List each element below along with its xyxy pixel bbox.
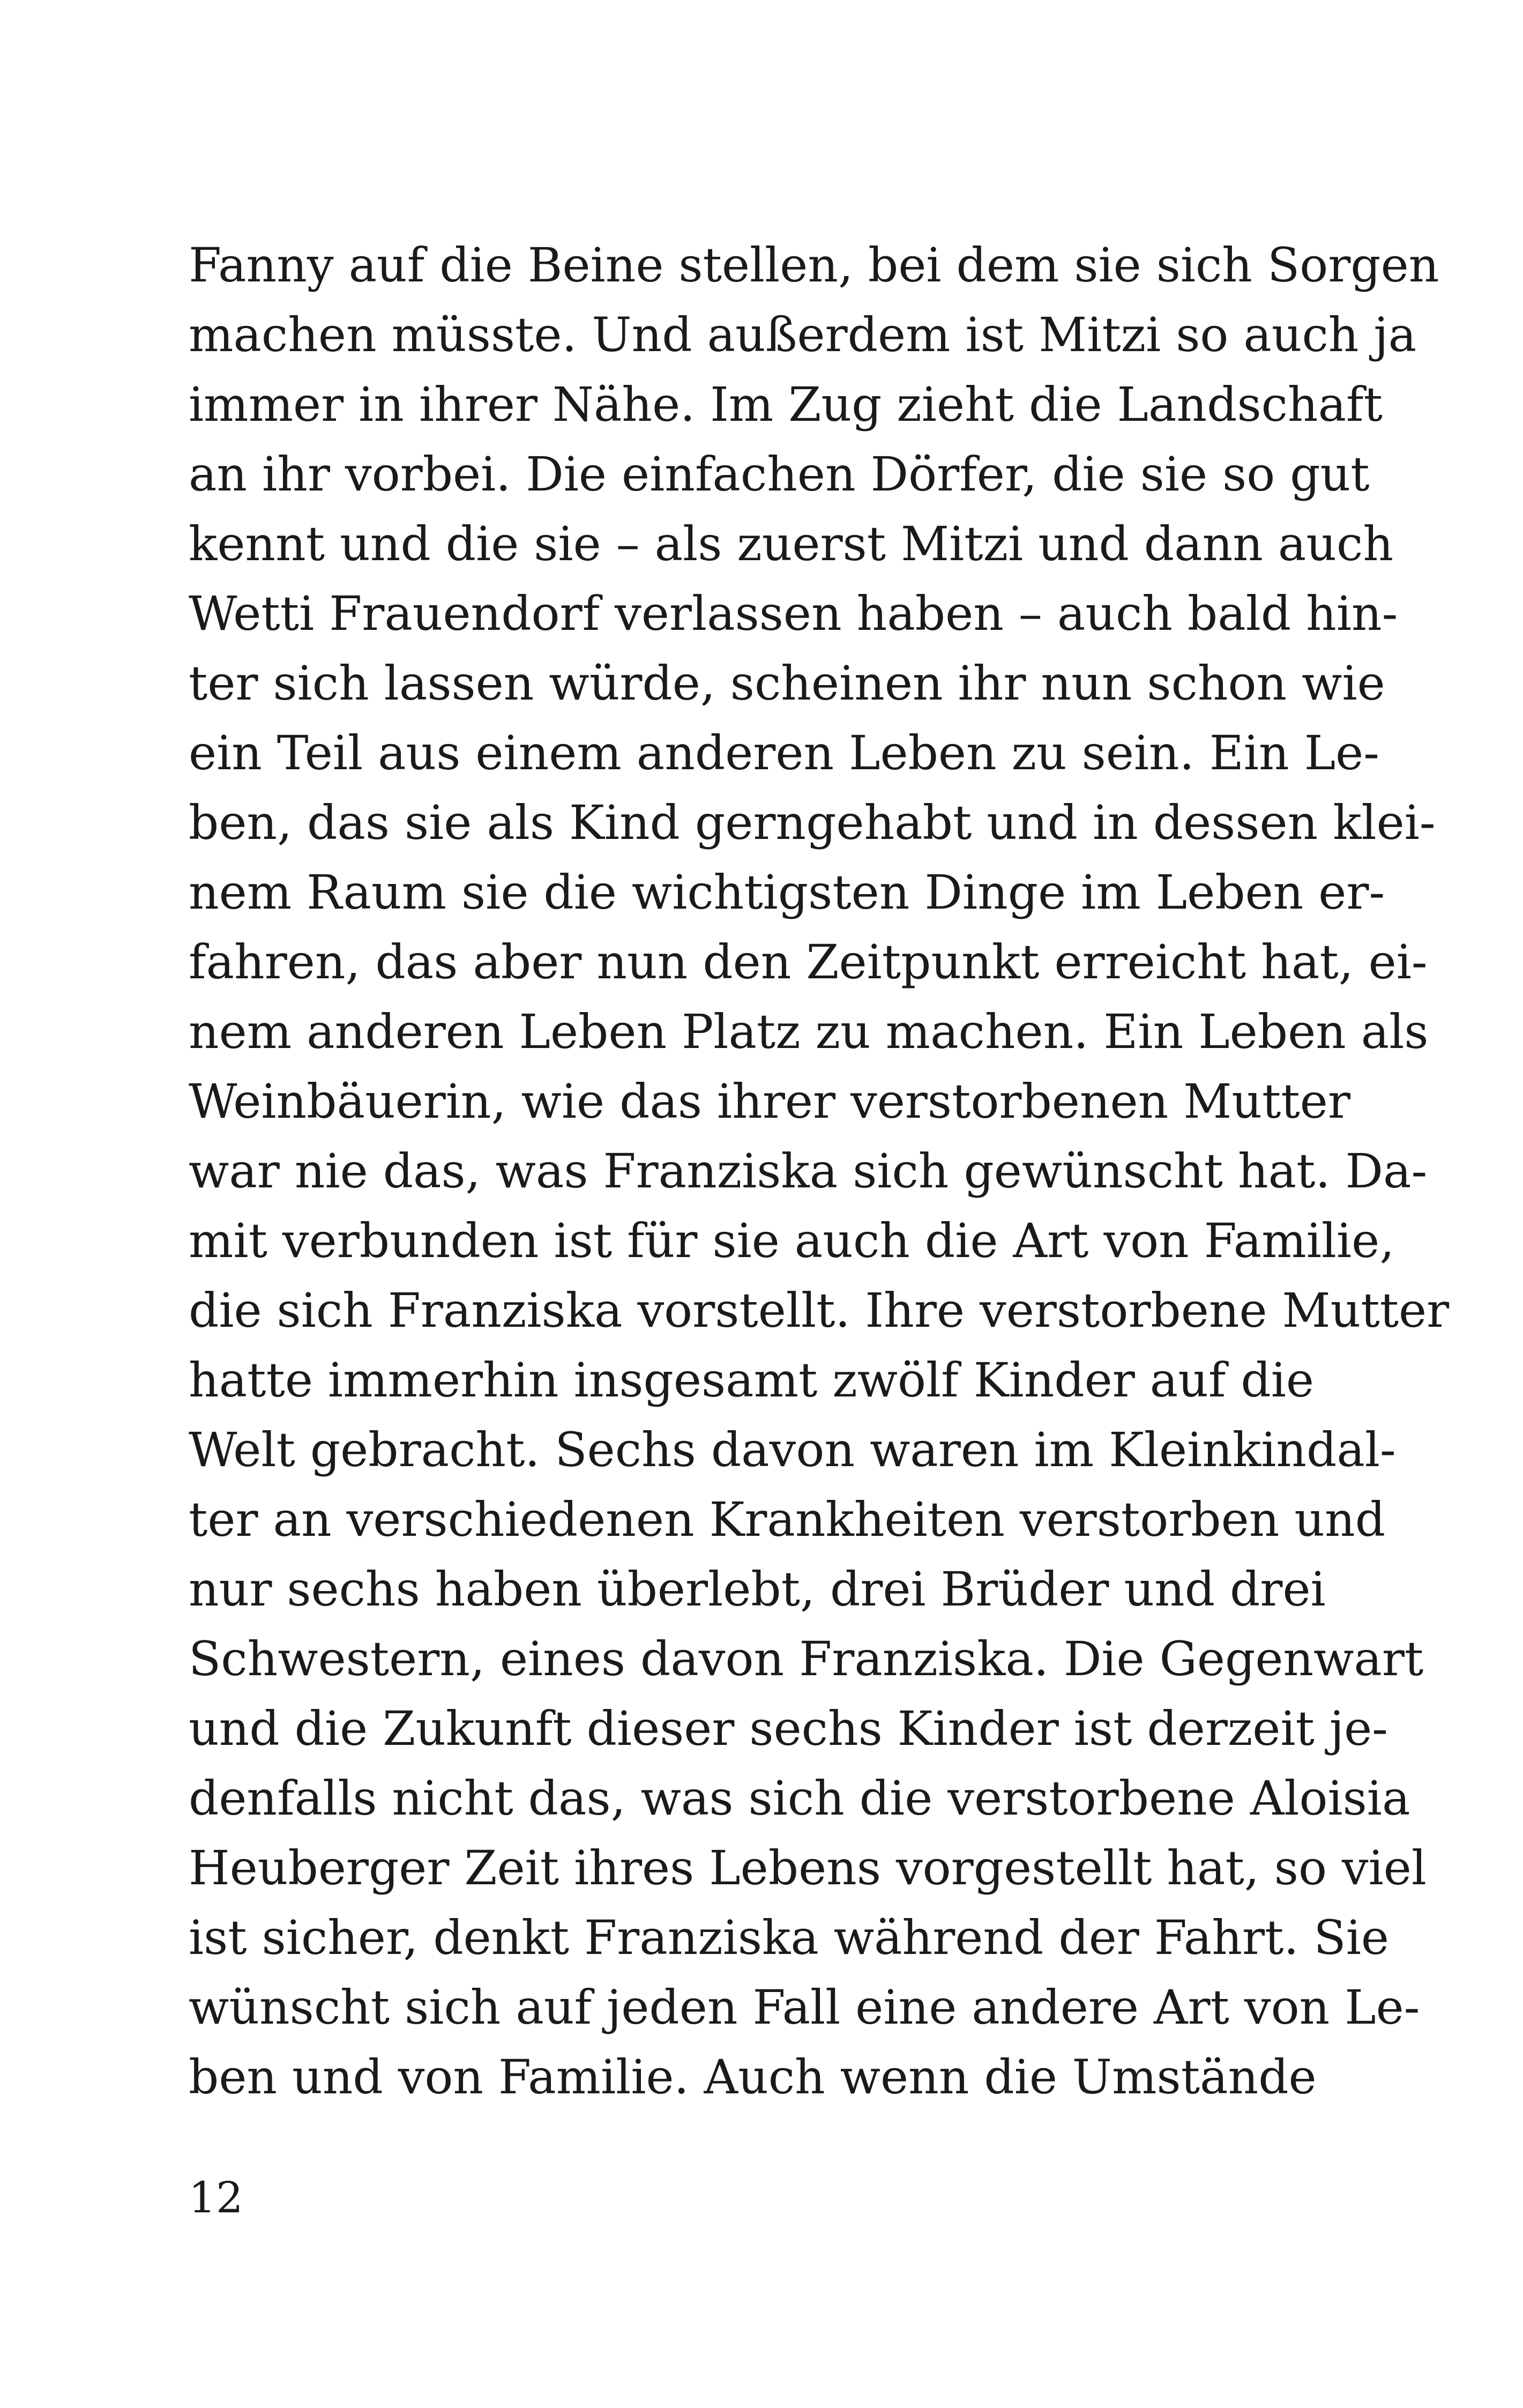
text-line: Wetti Frauendorf verlassen haben – auch bald hin- bbox=[189, 586, 1398, 641]
text-line: ben, das sie als Kind gerngehabt und in dessen klei- bbox=[189, 795, 1436, 850]
text-line: nem anderen Leben Platz zu machen. Ein Leben als bbox=[189, 1004, 1429, 1059]
text-line: machen müsste. Und außerdem ist Mitzi so auch ja bbox=[189, 307, 1417, 362]
text-line: Heuberger Zeit ihres Lebens vorgestellt hat, so viel bbox=[189, 1840, 1427, 1896]
text-line: hatte immerhin insgesamt zwölf Kinder auf die bbox=[189, 1352, 1314, 1408]
text-line: war nie das, was Franziska sich gewünscht hat. Da- bbox=[189, 1143, 1428, 1199]
text-line: nur sechs haben überlebt, drei Brüder und drei bbox=[189, 1562, 1326, 1617]
text-line: nem Raum sie die wichtigsten Dinge im Leben er- bbox=[189, 865, 1385, 920]
text-line: und die Zukunft dieser sechs Kinder ist derzeit je- bbox=[189, 1701, 1388, 1756]
text-line: immer in ihrer Nähe. Im Zug zieht die Landschaft bbox=[189, 377, 1383, 432]
page-number: 12 bbox=[189, 2173, 243, 2223]
text-line: fahren, das aber nun den Zeitpunkt erreicht hat, ei- bbox=[189, 934, 1428, 990]
text-line: ter sich lassen würde, scheinen ihr nun schon wie bbox=[189, 656, 1385, 711]
text-line: mit verbunden ist für sie auch die Art von Familie, bbox=[189, 1213, 1395, 1268]
text-line: Fanny auf die Beine stellen, bei dem sie sich Sorgen bbox=[189, 237, 1439, 293]
text-line: Weinbäuerin, wie das ihrer verstorbenen Mutter bbox=[189, 1074, 1350, 1129]
text-line: ben und von Familie. Auch wenn die Umstände bbox=[189, 2049, 1317, 2105]
text-line: Welt gebracht. Sechs davon waren im Kleinkindal- bbox=[189, 1422, 1396, 1477]
text-line: ter an verschiedenen Krankheiten verstorben und bbox=[189, 1492, 1386, 1547]
text-line: Schwestern, eines davon Franziska. Die Gegenwart bbox=[189, 1631, 1424, 1686]
text-line: die sich Franziska vorstellt. Ihre verstorbene Mutter bbox=[189, 1283, 1450, 1338]
body-text bbox=[189, 231, 1450, 2112]
text-line: ist sicher, denkt Franziska während der Fahrt. Sie bbox=[189, 1910, 1389, 1965]
text-line: ein Teil aus einem anderen Leben zu sein. Ein Le- bbox=[189, 725, 1379, 781]
text-line: wünscht sich auf jeden Fall eine andere Art von Le- bbox=[189, 1980, 1420, 2035]
text-line: an ihr vorbei. Die einfachen Dörfer, die sie so gut bbox=[189, 447, 1370, 502]
text-line: kennt und die sie – als zuerst Mitzi und dann auch bbox=[189, 516, 1393, 571]
text-line: denfalls nicht das, was sich die verstorbene Aloisia bbox=[189, 1771, 1410, 1826]
